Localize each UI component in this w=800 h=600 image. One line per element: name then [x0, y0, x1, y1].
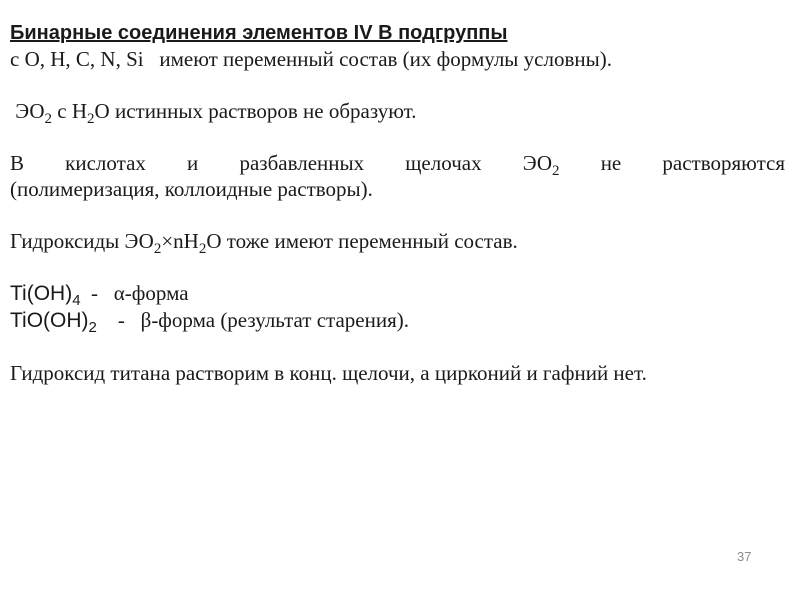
formula-eo: ЭО	[15, 99, 45, 123]
spacer	[10, 202, 785, 228]
formula-h: с H	[52, 99, 88, 123]
spacer	[10, 334, 785, 360]
formula-tio-oh2: TiO(OH)	[10, 309, 89, 332]
elements-list: с O, H, C, N, Si	[10, 47, 144, 71]
subscript: 2	[88, 319, 97, 336]
spacer	[10, 124, 785, 150]
slide-content	[10, 20, 785, 386]
text-line-titanium-hydroxide: Гидроксид титана растворим в конц. щелочи, а цирконий и гафний нет.	[10, 361, 647, 385]
subscript: 2	[552, 163, 560, 179]
formula-ti-oh4: Ti(OH)	[10, 282, 73, 305]
formula-nh: ×nH	[161, 229, 199, 253]
spacer	[10, 72, 785, 98]
acids-text-end: не растворяются	[559, 151, 785, 175]
text-line-hydroxides	[10, 228, 785, 257]
text-line-polymerization: (полимеризация, коллоидные растворы).	[10, 177, 373, 201]
composition-text: имеют переменный состав (их формулы условны).	[159, 47, 612, 71]
subscript: 2	[44, 111, 53, 127]
text-line-acids	[10, 150, 785, 179]
acids-text: В кислотах и разбавленных щелочах ЭО	[10, 151, 553, 175]
hydroxides-text-end: O тоже имеют переменный состав.	[206, 229, 518, 253]
alpha-form-text: - α-форма	[80, 281, 189, 305]
water-text: O истинных растворов не образуют.	[94, 99, 417, 123]
hydroxides-text: Гидроксиды ЭО	[10, 229, 154, 253]
subscript: 2	[153, 241, 162, 257]
page-number: 37	[737, 549, 752, 564]
text-line-beta-form	[10, 307, 785, 334]
text-line-composition	[10, 46, 785, 72]
slide-title: Бинарные соединения элементов IV В подгруппы	[10, 22, 508, 44]
beta-form-text: - β-форма (результат старения).	[96, 308, 409, 332]
spacer	[10, 254, 785, 280]
text-line-water	[10, 98, 785, 127]
subscript: 2	[87, 111, 95, 127]
subscript: 2	[198, 241, 207, 257]
text-line-alpha-form	[10, 280, 785, 307]
subscript: 4	[72, 292, 81, 309]
